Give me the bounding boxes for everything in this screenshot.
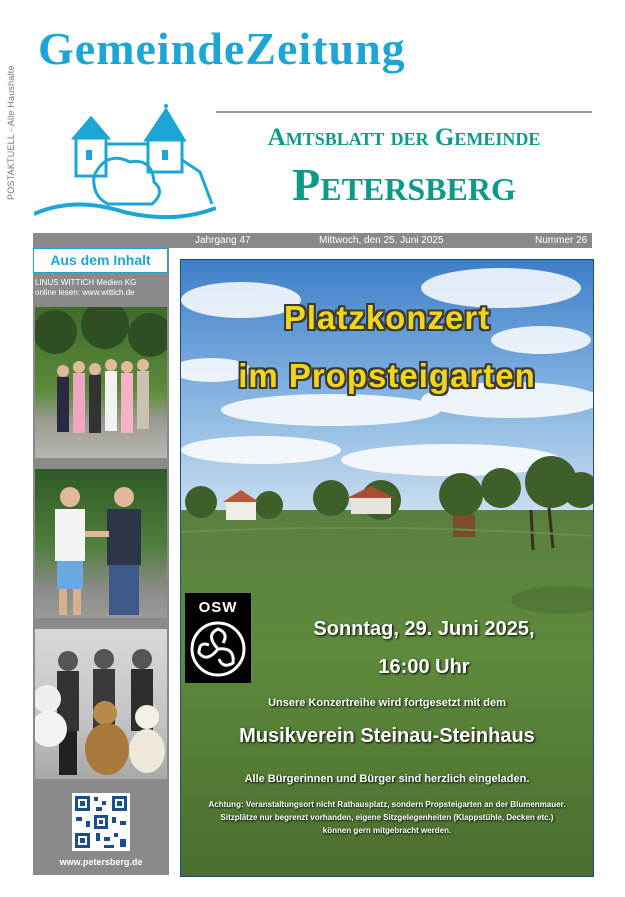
poster-title-line2: im Propsteigarten — [238, 357, 536, 394]
invitation-text: Alle Bürgerinnen und Bürger sind herzlich eingeladen. — [244, 773, 530, 785]
notice-line3: können gern mitgebracht werden. — [322, 826, 452, 835]
header-divider — [216, 111, 592, 113]
info-bar — [33, 233, 592, 248]
group-photo — [35, 307, 167, 458]
publisher-online-link[interactable]: online lesen: www.wittich.de — [35, 288, 135, 297]
masthead-title: GemeindeZeitung — [38, 23, 406, 74]
poster-title-line1: Platzkonzert — [283, 299, 491, 336]
municipality-name: Petersberg — [292, 159, 516, 210]
postal-label: POSTAKTUELL - Alle Haushalte — [6, 65, 16, 200]
contents-heading: Aus dem Inhalt — [33, 248, 168, 273]
publisher-info — [35, 278, 167, 298]
band-name: Musikverein Steinau-Steinhaus — [239, 725, 535, 747]
notice-line1: Achtung: Veranstaltungsort nicht Rathausplatz, sondern Propsteigarten an der Blumenmauer. — [208, 800, 566, 809]
issue-date: Mittwoch, den 25. Juni 2025 — [319, 235, 444, 246]
castle-logo — [34, 100, 216, 220]
header-subtitle: Amtsblatt der Gemeinde — [267, 124, 541, 151]
notice-line2: Sitzplätze nur begrenzt vorhanden, eigene Sitzgelegenheiten (Klappstühle, Decken etc.) — [220, 813, 554, 822]
issue-number: Nummer 26 — [535, 235, 588, 246]
triskele-icon — [185, 617, 251, 683]
event-date: Sonntag, 29. Juni 2025, — [313, 618, 535, 640]
volume-label: Jahrgang 47 — [195, 235, 251, 246]
osw-logo — [185, 593, 251, 683]
concert-poster — [180, 259, 594, 877]
event-time: 16:00 Uhr — [378, 656, 470, 678]
publisher-name: LINUS WITTICH Medien KG — [35, 278, 137, 287]
teddy-bear-photo — [35, 629, 167, 779]
website-link[interactable]: www.petersberg.de — [59, 857, 143, 867]
notice-text — [185, 798, 589, 837]
intro-text: Unsere Konzertreihe wird fortgesetzt mit dem — [268, 697, 506, 709]
handshake-photo — [35, 469, 167, 618]
osw-logo-text: OSW — [198, 599, 238, 616]
qr-code[interactable] — [72, 793, 130, 851]
